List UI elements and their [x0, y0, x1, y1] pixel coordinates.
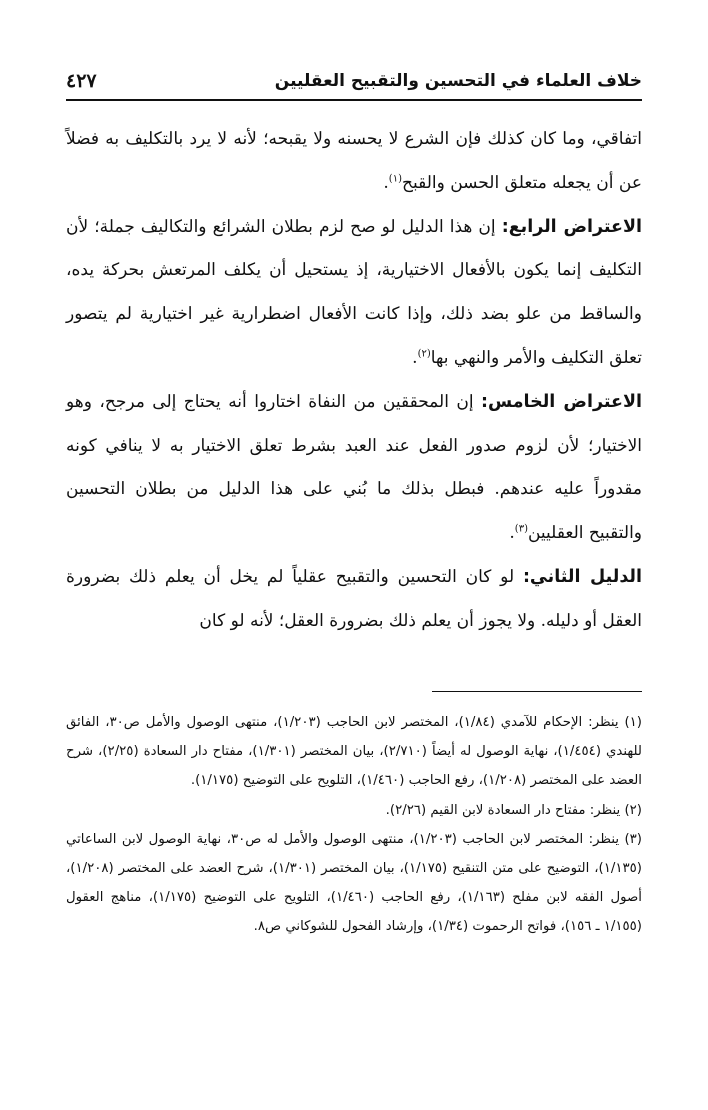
- paragraph-objection-5: [66, 381, 642, 556]
- objection-5-heading: الاعتراض الخامس:: [480, 391, 642, 412]
- paragraph-1-text: اتفاقي، وما كان كذلك فإن الشرع لا يحسنه ولا يقبحه؛ لأنه لا يرد بالتكليف به فضلاً عن أن يجعله متعلق الحسن والقبح: [66, 129, 642, 193]
- page-number: ٤٢٧: [66, 70, 97, 92]
- main-text: [66, 118, 642, 644]
- footnote-ref-1: (١): [388, 173, 402, 185]
- footnote-3: (٣) ينظر: المختصر لابن الحاجب (١/٢٠٣)، منتهى الوصول والأمل له ص٣٠، نهاية الوصول لابن الساعاتي (١/١٣٥)، التوضيح على متن التنقيح (١/١٧٥)، بيان المختصر (١/٣٠١)، شرح العضد على المختصر (١/٢٠٨)، أصول الفقه لابن مفلح (١/١٦٣)، رفع الحاجب (١/٤٦٠)، التلويح على التوضيح (١/١٧٥)، مناهج العقول (١/١٥٥ ـ ١٥٦)، فواتح الرحموت (١/٣٤)، وإرشاد الفحول للشوكاني ص٨.: [66, 831, 642, 935]
- paragraph-objection-4: [66, 206, 642, 381]
- running-title: خلاف العلماء في التحسين والتقبيح العقليين: [274, 71, 642, 91]
- paragraph-1: [66, 118, 642, 206]
- second-proof-text: لو كان التحسين والتقبيح عقلياً لم يخل أن يعلم ذلك بضرورة العقل أو دليله. ولا يجوز أن يعلم ذلك بضرورة العقل؛ لأنه لو كان: [66, 566, 642, 631]
- objection-4-end: .: [412, 347, 418, 368]
- objection-4-text: إن هذا الدليل لو صح لزم بطلان الشرائع والتكاليف جملة؛ لأن التكليف إنما يكون بالأفعال الاختيارية، إذ يستحيل أن يكلف المرتعش بحركة يده، والساقط من علو بضد ذلك، وإذا كانت الأفعال اضطرارية غير اختيارية لم يتصور تعلق التكليف والأمر والنهي بها: [66, 216, 642, 368]
- footnote-ref-2: (٢): [417, 348, 431, 360]
- paragraph-1-end: .: [383, 172, 389, 193]
- header-rule: [66, 99, 642, 101]
- footnotes: [66, 708, 642, 942]
- footnote-ref-3: (٣): [514, 523, 528, 535]
- paragraph-second-proof: [66, 556, 642, 644]
- running-header: [66, 66, 642, 96]
- second-proof-heading: الدليل الثاني:: [522, 566, 642, 587]
- footnote-2: (٢) ينظر: مفتاح دار السعادة لابن القيم (٢/٢٦).: [385, 802, 642, 818]
- objection-5-end: .: [509, 523, 515, 544]
- objection-4-heading: الاعتراض الرابع:: [501, 216, 642, 237]
- objection-5-text: إن المحققين من النفاة اختاروا أنه يحتاج إلى مرجح، وهو الاختيار؛ لأن لزوم صدور الفعل عند العبد بشرط تعلق الاختيار به لا ينافي كونه مقدوراً عليه عندهم. فبطل بذلك ما بُني على هذا الدليل من بطلان التحسين والتقبيح العقليين: [66, 391, 642, 544]
- footnote-separator: [432, 691, 642, 692]
- footnote-1: (١) ينظر: الإحكام للآمدي (١/٨٤)، المختصر لابن الحاجب (١/٢٠٣)، منتهى الوصول والأمل ص٣٠، الفائق للهندي (١/٤٥٤)، نهاية الوصول له أيضاً (٢/٧١٠)، بيان المختصر (١/٣٠١)، مفتاح دار السعادة (٢/٢٥)، شرح العضد على المختصر (١/٢٠٨)، رفع الحاجب (١/٤٦٠)، التلويح على التوضيح (١/١٧٥).: [66, 715, 642, 789]
